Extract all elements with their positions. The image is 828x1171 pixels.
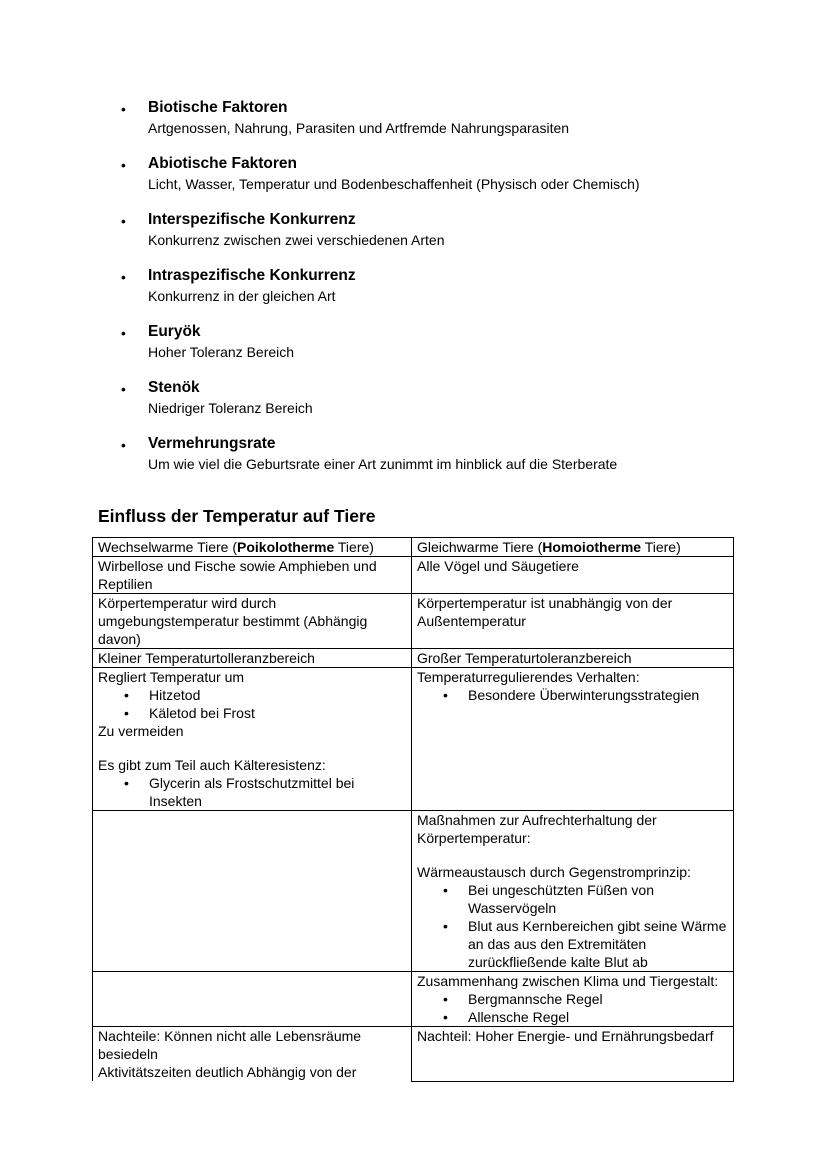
bullet-icon: • [121, 213, 126, 229]
table-cell: Großer Temperaturtoleranzbereich [412, 649, 734, 668]
header-text: Tiere) [334, 539, 374, 555]
bullet-icon: • [121, 437, 126, 453]
cell-text: Nachteile: Können nicht alle Lebensräume besiedeln [98, 1028, 362, 1062]
table-cell [93, 668, 412, 811]
header-text: Wechselwarme Tiere ( [98, 539, 238, 555]
bullet-icon: • [121, 157, 126, 173]
cell-text: Es gibt zum Teil auch Kälteresistenz: [98, 757, 326, 773]
header-emphasis: Homoiotherme [542, 539, 642, 555]
table-row [93, 557, 734, 594]
term-title: Biotische Faktoren [148, 99, 288, 116]
table-cell-empty [93, 811, 412, 972]
cell-bullet-list [417, 881, 730, 971]
table-cell: Körpertemperatur wird durch umgebungstemperatur bestimmt (Abhängig davon) [93, 594, 412, 649]
term-title: Intraspezifische Konkurrenz [148, 267, 356, 284]
cell-bullet-list [98, 686, 408, 722]
list-item [98, 686, 408, 704]
term-description: Hoher Toleranz Bereich [148, 344, 295, 360]
spacer [417, 847, 730, 863]
table-row [93, 811, 734, 972]
term-description: Um wie viel die Geburtsrate einer Art zunimmt im hinblick auf die Sterberate [148, 456, 618, 472]
term-title: Interspezifische Konkurrenz [148, 211, 356, 228]
list-item-text: Allensche Regel [468, 1009, 570, 1025]
cell-text: Zusammenhang zwischen Klima und Tiergestalt: [417, 973, 719, 989]
table-row [93, 649, 734, 668]
bullet-icon: • [124, 687, 129, 703]
term-description: Artgenossen, Nahrung, Parasiten und Artfremde Nahrungsparasiten [148, 120, 570, 136]
cell-text: Aktivitätszeiten deutlich Abhängig von der [98, 1064, 357, 1080]
table-cell: Kleiner Temperaturtolleranzbereich [93, 649, 412, 668]
list-item-text: Bei ungeschützten Füßen von Wasservögeln [468, 882, 655, 916]
bullet-icon: • [121, 381, 126, 397]
table-cell: Wirbellose und Fische sowie Amphieben und Reptilien [93, 557, 412, 594]
table-cell: Körpertemperatur ist unabhängig von der Außentemperatur [412, 594, 734, 649]
temperature-comparison-table [92, 537, 734, 1082]
list-item-text: Besondere Überwinterungsstrategien [468, 687, 700, 703]
table-header-row [93, 538, 734, 557]
table-cell-empty [93, 972, 412, 1027]
table-row [93, 1027, 734, 1082]
list-item [417, 990, 730, 1008]
cell-text: Wärmeaustausch durch Gegenstromprinzip: [417, 864, 691, 880]
table-cell [412, 668, 734, 811]
header-cold-blooded [93, 538, 412, 557]
term-title: Abiotische Faktoren [148, 155, 297, 172]
header-emphasis: Poikolotherme [237, 539, 335, 555]
cell-text: Regliert Temperatur um [98, 669, 245, 685]
list-item [417, 881, 730, 917]
table-row [93, 594, 734, 649]
cell-bullet-list [417, 990, 730, 1026]
list-item [417, 1008, 730, 1026]
spacer [98, 740, 408, 756]
list-item [121, 434, 761, 490]
bullet-icon: • [124, 775, 129, 791]
table-cell [93, 1027, 412, 1082]
table-cell: Alle Vögel und Säugetiere [412, 557, 734, 594]
bullet-icon: • [121, 269, 126, 285]
table-cell [412, 811, 734, 972]
cell-text: Zu vermeiden [98, 723, 184, 739]
list-item [417, 917, 730, 971]
bullet-icon: • [443, 687, 448, 703]
bullet-icon: • [443, 1009, 448, 1025]
list-item [417, 686, 730, 704]
table-row [93, 668, 734, 811]
table-cell: Nachteil: Hoher Energie- und Ernährungsbedarf [412, 1027, 734, 1082]
list-item-text: Glycerin als Frostschutzmittel bei Insekten [149, 775, 355, 809]
term-description: Konkurrenz zwischen zwei verschiedenen Arten [148, 232, 445, 248]
cell-text: Maßnahmen zur Aufrechterhaltung der Körpertemperatur: [417, 812, 657, 846]
term-title: Vermehrungsrate [148, 435, 276, 452]
term-description: Konkurrenz in der gleichen Art [148, 288, 336, 304]
list-item [98, 704, 408, 722]
list-item-text: Bergmannsche Regel [468, 991, 603, 1007]
bullet-icon: • [443, 882, 448, 898]
table-cell [412, 972, 734, 1027]
list-item [121, 98, 761, 154]
list-item-text: Käletod bei Frost [149, 705, 255, 721]
table-row [93, 972, 734, 1027]
header-text: Gleichwarme Tiere ( [417, 539, 543, 555]
list-item [121, 266, 761, 322]
term-title: Euryök [148, 323, 201, 340]
bullet-icon: • [443, 918, 448, 934]
bullet-icon: • [443, 991, 448, 1007]
list-item [121, 378, 761, 434]
bullet-icon: • [124, 705, 129, 721]
list-item [121, 210, 761, 266]
section-heading: Einfluss der Temperatur auf Tiere [98, 506, 376, 526]
term-description: Niedriger Toleranz Bereich [148, 400, 313, 416]
header-text: Tiere) [641, 539, 681, 555]
term-title: Stenök [148, 379, 200, 396]
list-item-text: Blut aus Kernbereichen gibt seine Wärme an das aus den Extremitäten zurückfließende kalte Blut ab [468, 918, 727, 970]
header-warm-blooded [412, 538, 734, 557]
list-item [121, 154, 761, 210]
cell-bullet-list [98, 774, 408, 810]
list-item [121, 322, 761, 378]
list-item-text: Hitzetod [149, 687, 201, 703]
cell-text: Temperaturregulierendes Verhalten: [417, 669, 640, 685]
bullet-icon: • [121, 101, 126, 117]
bullet-icon: • [121, 325, 126, 341]
cell-bullet-list [417, 686, 730, 704]
list-item [98, 774, 408, 810]
term-description: Licht, Wasser, Temperatur und Bodenbeschaffenheit (Physisch oder Chemisch) [148, 176, 640, 192]
definition-list [121, 98, 761, 490]
